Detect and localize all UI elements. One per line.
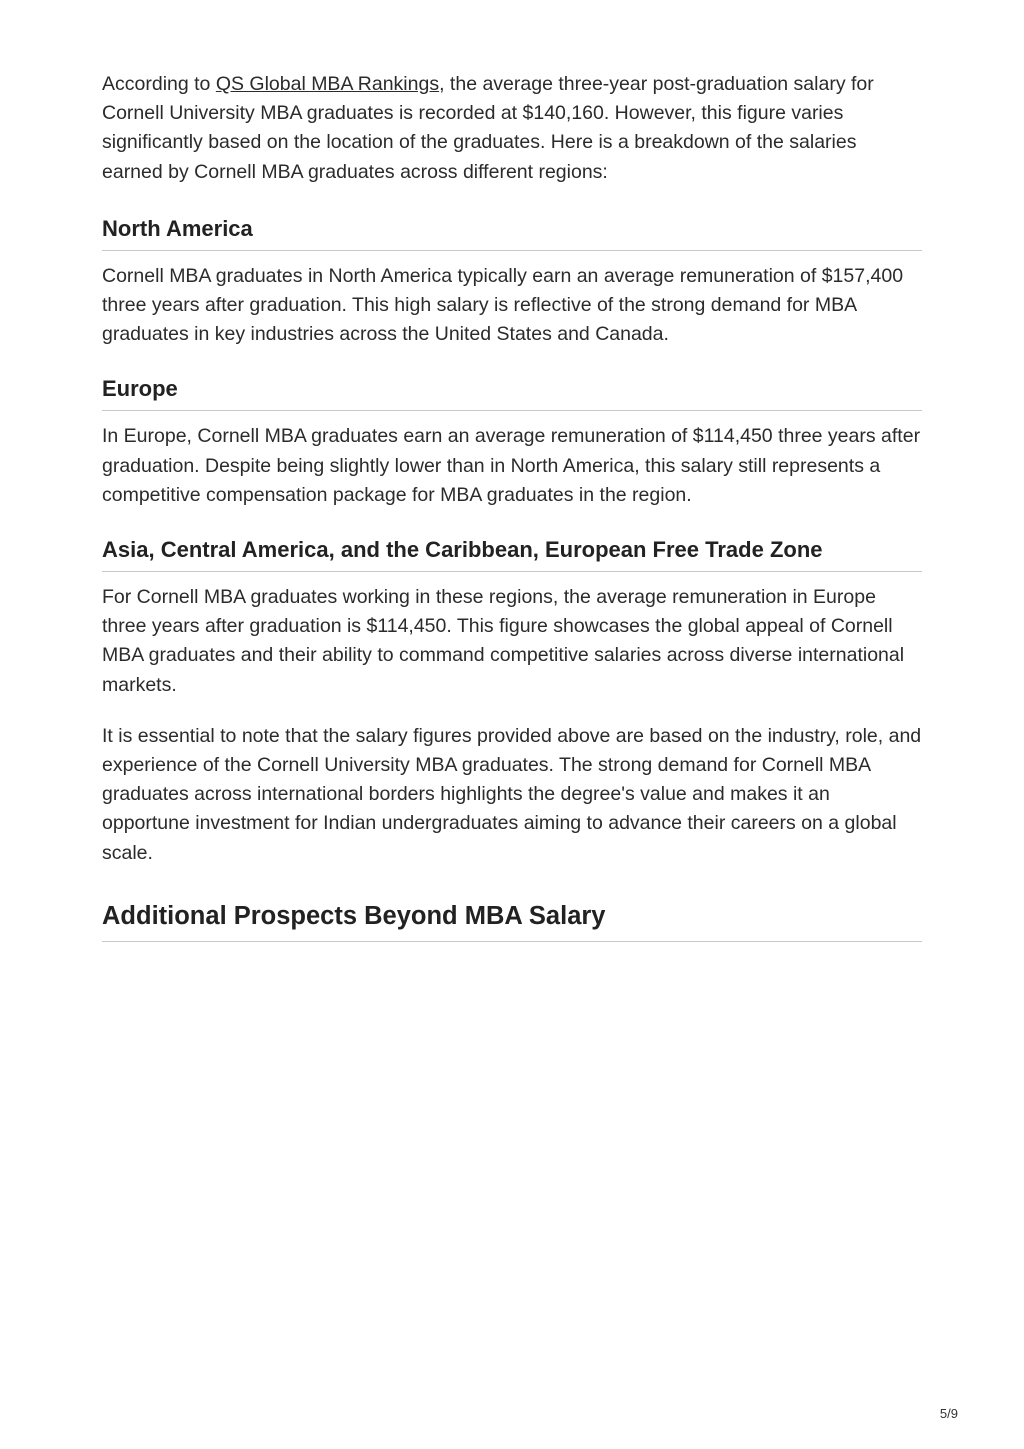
intro-prefix: According to [102, 73, 216, 95]
page-number: 5/9 [939, 1406, 958, 1421]
section-asia-central-america [102, 535, 922, 700]
section-body-asia-central-america: For Cornell MBA graduates working in these regions, the average remuneration in Europe three years after graduation is $114,450. This figure showcases the global appeal of Cornell MBA graduates and their ability to command competitive salaries across diverse international markets. [102, 586, 905, 696]
intro-paragraph [102, 70, 922, 187]
section-heading-asia-central-america: Asia, Central America, and the Caribbean, European Free Trade Zone [102, 535, 922, 572]
qs-rankings-link[interactable]: QS Global MBA Rankings [215, 73, 440, 95]
article-content [102, 70, 922, 942]
additional-prospects-heading: Additional Prospects Beyond MBA Salary [102, 899, 922, 942]
section-heading-north-america: North America [102, 214, 922, 251]
intro-suffix: , the average three-year post-graduation salary for Cornell University MBA graduates is recorded at $140,160. However, this figure varies significantly based on the location of the graduates. Here is a breakdown of the salaries earned by Cornell MBA graduates across different regions: [102, 73, 874, 183]
section-europe [102, 374, 922, 510]
section-body-north-america: Cornell MBA graduates in North America typically earn an average remuneration of $157,400 three years after graduation. This high salary is reflective of the strong demand for MBA graduates in key industries across the United States and Canada. [102, 264, 904, 346]
section-heading-europe: Europe [102, 374, 922, 411]
section-north-america [102, 214, 922, 350]
closing-paragraph: It is essential to note that the salary figures provided above are based on the industry, role, and experience of the Cornell University MBA graduates. The strong demand for Cornell MBA graduates across international borders highlights the degree's value and makes it an opportune investment for Indian undergraduates aiming to advance their careers on a global scale. [102, 724, 922, 864]
section-body-europe: In Europe, Cornell MBA graduates earn an average remuneration of $114,450 three years after graduation. Despite being slightly lower than in North America, this salary still represents a competitive compensation package for MBA graduates in the region. [102, 425, 921, 506]
